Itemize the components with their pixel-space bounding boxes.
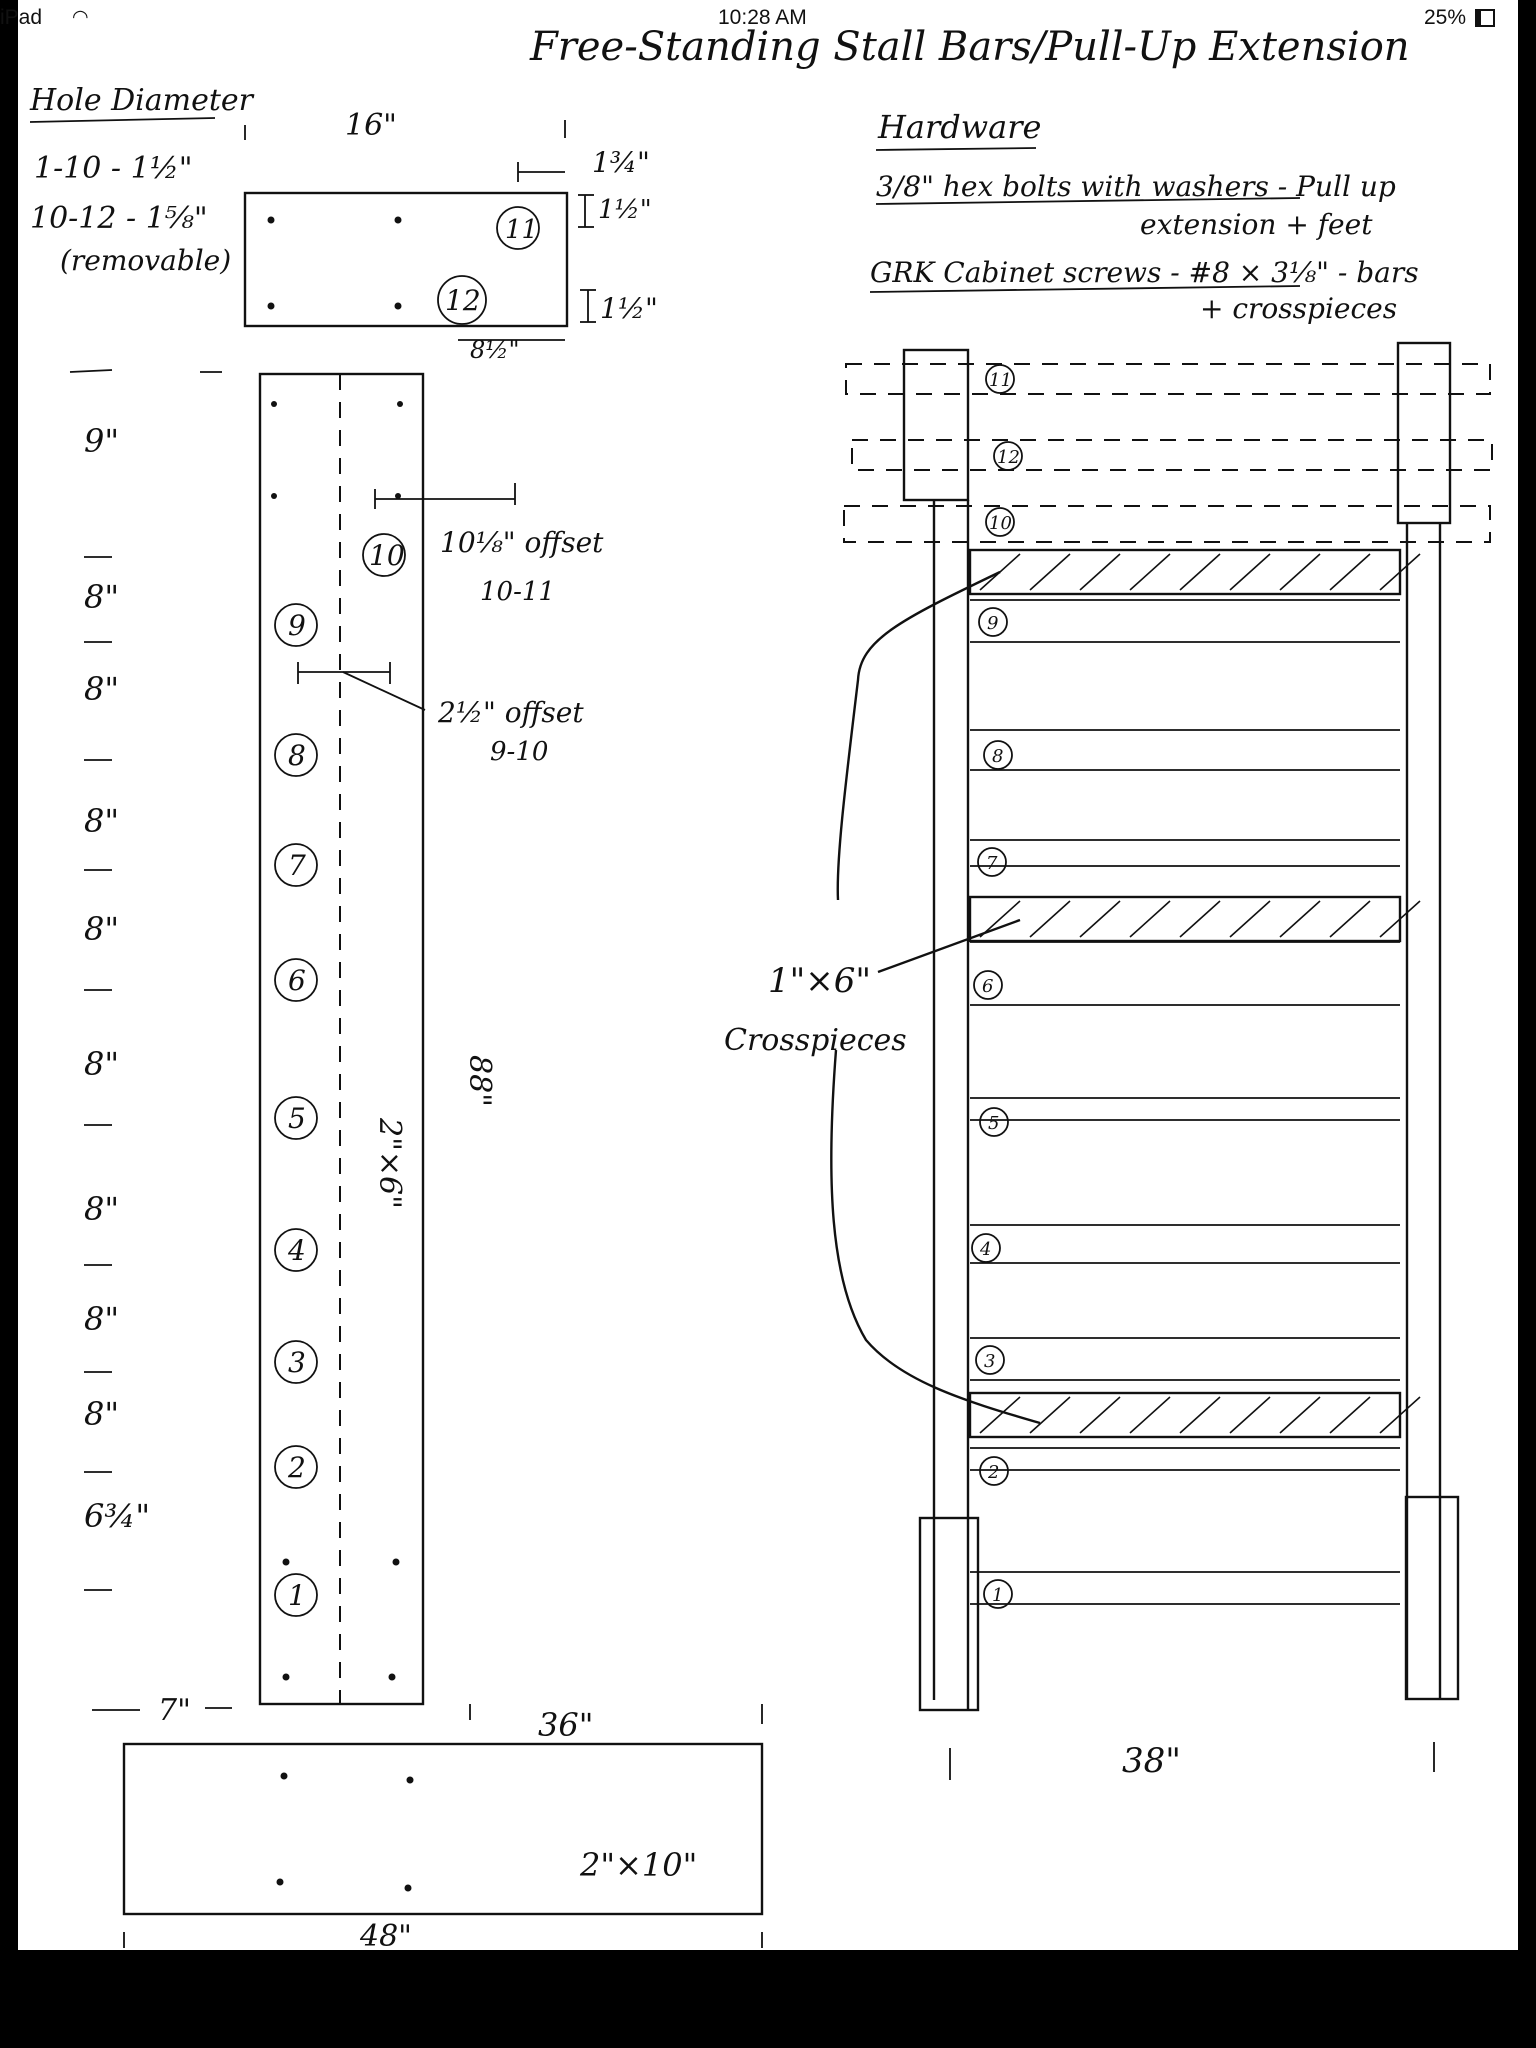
spacing-label: 6¾" bbox=[84, 1497, 151, 1535]
hatch-line bbox=[1030, 901, 1070, 937]
hatch-line bbox=[1080, 1397, 1120, 1433]
bar-label: 4 bbox=[980, 1239, 992, 1260]
side-board-length: 88" bbox=[462, 1055, 497, 1107]
hole-label: 9 bbox=[288, 609, 306, 642]
hardware-notes bbox=[870, 108, 1419, 325]
hatch-line bbox=[1030, 554, 1070, 590]
bar-label: 10 bbox=[989, 513, 1012, 534]
bottom-left-7: 7" bbox=[158, 1693, 191, 1728]
hole-label: 3 bbox=[288, 1346, 306, 1379]
hatch-line bbox=[1130, 1397, 1170, 1433]
foot-size: 2"×10" bbox=[580, 1846, 698, 1884]
extension-edge-offset: 1¾" bbox=[592, 146, 650, 179]
bar-label: 1 bbox=[992, 1585, 1004, 1606]
extension-hole-11: 11 bbox=[505, 215, 539, 245]
bar-label: 5 bbox=[988, 1113, 1000, 1134]
hatch-line bbox=[1280, 554, 1320, 590]
extension-hole-12: 12 bbox=[445, 284, 481, 317]
bar-label: 12 bbox=[997, 447, 1020, 468]
side-board bbox=[70, 370, 604, 1728]
hole-label: 7 bbox=[288, 849, 306, 882]
foot-board bbox=[124, 1704, 762, 1954]
hole-diameter-line2: 10-12 - 1⅝" bbox=[30, 201, 208, 236]
crosspiece-hatching bbox=[980, 554, 1420, 1433]
bar-label: 6 bbox=[982, 976, 994, 997]
hatch-line bbox=[1230, 554, 1270, 590]
hole-label: 6 bbox=[288, 964, 306, 997]
hole-label: 5 bbox=[288, 1102, 306, 1135]
hardware-line4: + crosspieces bbox=[1200, 292, 1398, 325]
hatch-line bbox=[1230, 1397, 1270, 1433]
foot-length: 36" bbox=[538, 1706, 594, 1744]
hatch-line bbox=[1330, 901, 1370, 937]
spacing-labels bbox=[84, 422, 150, 1590]
hole-diameter-heading: Hole Diameter bbox=[30, 83, 253, 118]
hatch-line bbox=[1130, 901, 1170, 937]
side-board-size: 2"×6" bbox=[372, 1118, 407, 1209]
hatch-line bbox=[1130, 554, 1170, 590]
spacing-label: 8" bbox=[84, 670, 120, 708]
hole-label: 8 bbox=[288, 739, 306, 772]
crosspiece-label2: Crosspieces bbox=[724, 1023, 907, 1058]
offset-9-sub: 9-10 bbox=[490, 737, 549, 767]
wifi-icon: ◠ bbox=[72, 7, 89, 28]
hatch-line bbox=[1280, 1397, 1320, 1433]
hole-label: 10 bbox=[369, 539, 405, 572]
front-bars bbox=[970, 600, 1400, 1604]
drawing-title: Free-Standing Stall Bars/Pull-Up Extension bbox=[530, 24, 1410, 70]
bar-label: 2 bbox=[988, 1462, 1000, 1483]
hole-diameter-notes bbox=[29, 83, 255, 277]
hatch-line bbox=[1330, 554, 1370, 590]
carrier-label: iPad bbox=[0, 6, 43, 29]
foot-overall: 48" bbox=[360, 1919, 412, 1954]
spacing-label: 8" bbox=[84, 910, 120, 948]
spacing-label: 8" bbox=[84, 1045, 120, 1083]
extension-inner-offset: 8½" bbox=[470, 336, 520, 364]
offset-10-sub: 10-11 bbox=[480, 577, 555, 607]
hole-label: 2 bbox=[288, 1451, 306, 1484]
hatch-line bbox=[1230, 901, 1270, 937]
extension-spacing-top: 1½" bbox=[598, 195, 652, 225]
hole-diameter-line1: 1-10 - 1½" bbox=[34, 151, 193, 186]
front-view bbox=[724, 343, 1492, 1781]
bar-label: 7 bbox=[986, 853, 998, 874]
hatch-line bbox=[1080, 901, 1120, 937]
spacing-label: 8" bbox=[84, 1300, 120, 1338]
bar-label: 8 bbox=[992, 746, 1004, 767]
spacing-label: 8" bbox=[84, 1395, 120, 1433]
spacing-label: 8" bbox=[84, 802, 120, 840]
extension-board bbox=[245, 108, 658, 364]
spacing-label: 8" bbox=[84, 578, 120, 616]
hole-label: 1 bbox=[288, 1579, 306, 1612]
hatch-line bbox=[1180, 901, 1220, 937]
spacing-label: 8" bbox=[84, 1190, 120, 1228]
hole-diameter-line3: (removable) bbox=[60, 244, 232, 277]
hardware-heading: Hardware bbox=[878, 108, 1042, 146]
front-bar-labels bbox=[972, 365, 1022, 1608]
offset-10-label: 10⅛" offset bbox=[440, 526, 604, 559]
crosspiece-label: 1"×6" bbox=[768, 961, 872, 1001]
hatch-line bbox=[1330, 1397, 1370, 1433]
front-width: 38" bbox=[1122, 1741, 1181, 1781]
hardware-line2: extension + feet bbox=[1140, 208, 1373, 241]
extension-spacing-bottom: 1½" bbox=[600, 292, 658, 325]
bar-label: 9 bbox=[987, 613, 999, 634]
hatch-line bbox=[1080, 554, 1120, 590]
clock: 10:28 AM bbox=[718, 6, 807, 29]
hole-label: 4 bbox=[288, 1234, 306, 1267]
bar-label: 11 bbox=[989, 370, 1012, 391]
hatch-line bbox=[1180, 1397, 1220, 1433]
spacing-label: 9" bbox=[84, 422, 120, 460]
hardware-line1: 3/8" hex bolts with washers - Pull up bbox=[876, 170, 1396, 203]
battery-percent: 25% bbox=[1424, 6, 1467, 29]
hatch-line bbox=[1280, 901, 1320, 937]
extension-width: 16" bbox=[345, 108, 397, 143]
offset-9-label: 2½" offset bbox=[438, 696, 584, 729]
hardware-line3: GRK Cabinet screws - #8 × 3⅛" - bars bbox=[870, 256, 1419, 289]
hatch-line bbox=[1180, 554, 1220, 590]
bar-label: 3 bbox=[984, 1351, 996, 1372]
hatch-line bbox=[1030, 1397, 1070, 1433]
